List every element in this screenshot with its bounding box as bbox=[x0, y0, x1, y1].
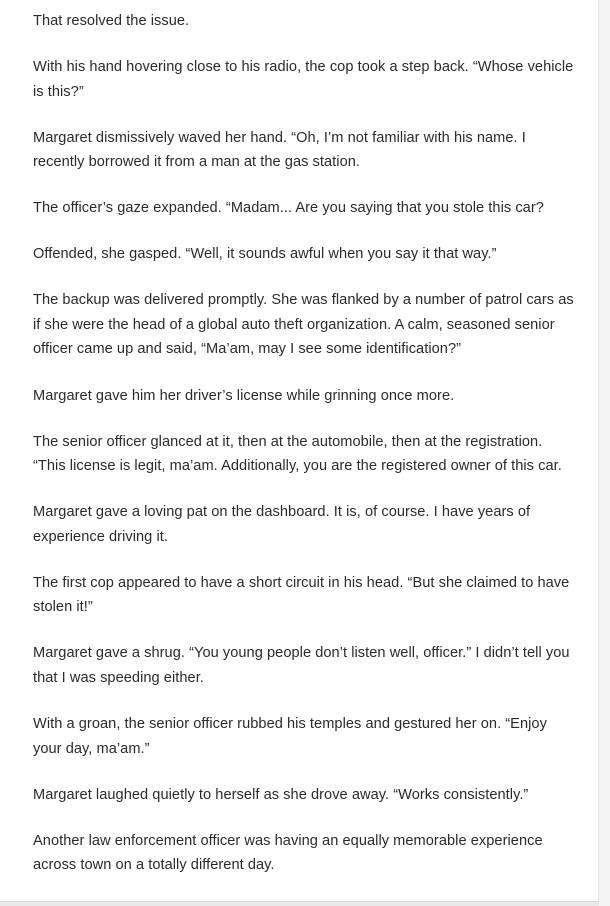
page-bottom-edge bbox=[0, 901, 599, 906]
paragraph: Offended, she gasped. “Well, it sounds awful when you say it that way.” bbox=[33, 246, 497, 263]
paragraph: The backup was delivered promptly. She was flanked by a number of patrol cars as if she were the head of a global auto theft organization. A calm, seasoned senior officer came up and said, “Ma’am, may I see some identification?” bbox=[33, 292, 574, 358]
paragraph: Margaret laughed quietly to herself as she drove away. “Works consistently.” bbox=[33, 786, 529, 803]
vertical-scrollbar[interactable] bbox=[598, 0, 610, 906]
paragraph: Margaret gave a loving pat on the dashboard. It is, of course. I have years of experience driving it. bbox=[33, 504, 531, 545]
paragraph: The officer’s gaze expanded. “Madam... Are you saying that you stole this car? bbox=[33, 200, 544, 217]
story-text bbox=[33, 9, 578, 899]
paragraph: Margaret gave a shrug. “You young people don’t listen well, officer.” I didn’t tell you that I was speeding either. bbox=[33, 645, 570, 686]
paragraph: That resolved the issue. bbox=[33, 13, 190, 29]
paragraph: The first cop appeared to have a short circuit in his head. “But she claimed to have stolen it!” bbox=[33, 574, 570, 616]
paragraph: With his hand hovering close to his radio, the cop took a step back. “Whose vehicle is this?” bbox=[33, 59, 574, 100]
paragraph: With a groan, the senior officer rubbed his temples and gestured her on. “Enjoy your day, ma’am.” bbox=[33, 716, 547, 757]
paragraph: Margaret gave him her driver’s license while grinning once more. bbox=[33, 387, 455, 404]
paragraph: Another law enforcement officer was having an equally memorable experience across town on a totally different day. bbox=[33, 832, 543, 874]
paragraph: The senior officer glanced at it, then at the automobile, then at the registration. “This license is legit, ma’am. Additionally, you are the registered owner of this car. bbox=[33, 433, 562, 475]
paragraph: Margaret dismissively waved her hand. “Oh, I’m not familiar with his name. I recently borrowed it from a man at the gas station. bbox=[33, 129, 526, 171]
